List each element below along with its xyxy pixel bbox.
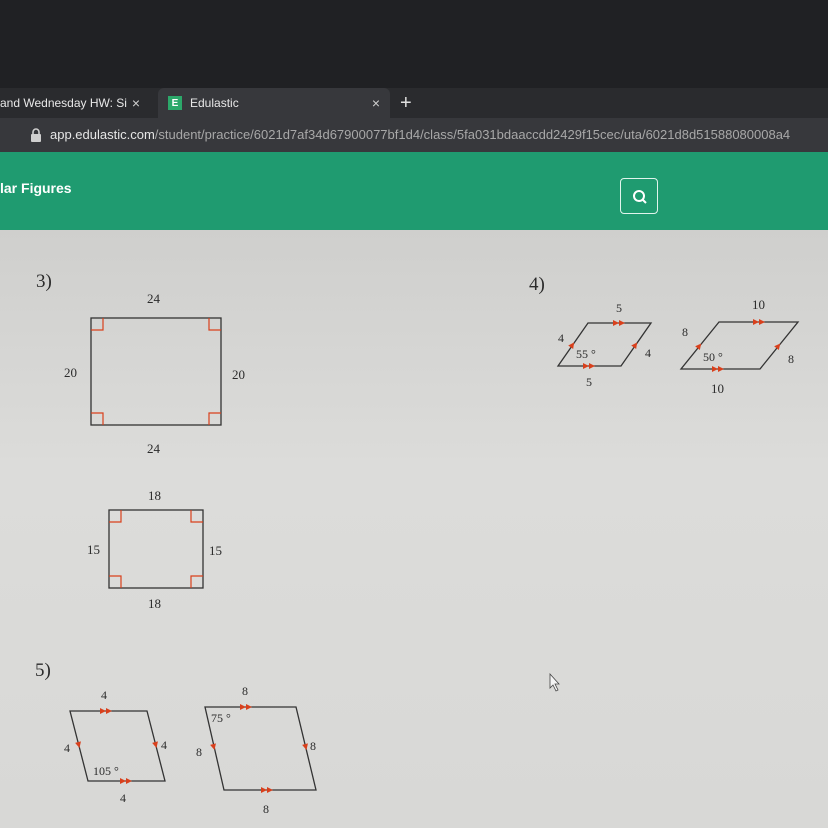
rectangle-small	[109, 510, 203, 588]
para4b-bottom-label: 10	[711, 381, 724, 396]
para4b-top-label: 10	[752, 297, 765, 312]
para5a-left-label: 4	[64, 741, 70, 755]
para5a-angle-label: 105 °	[93, 764, 119, 778]
edulastic-logo-icon: E	[168, 96, 182, 110]
rect2-left-label: 15	[87, 542, 100, 557]
rect1-right-label: 20	[232, 367, 245, 382]
para4a-top-label: 5	[616, 301, 622, 315]
close-icon[interactable]: ×	[131, 95, 140, 111]
tab-edulastic-label: Edulastic	[190, 96, 239, 110]
new-tab-button[interactable]: +	[400, 92, 412, 114]
parallelogram-4b	[681, 319, 798, 372]
para5b-right-label: 8	[310, 739, 316, 753]
rect1-top-label: 24	[147, 291, 160, 306]
tab-homework-label: and Wednesday HW: Si	[0, 96, 127, 110]
para4a-left-label: 4	[558, 331, 564, 345]
parallelogram-4a	[558, 320, 651, 369]
para5a-right-label: 4	[161, 738, 167, 752]
close-icon[interactable]: ×	[371, 95, 380, 111]
rect2-top-label: 18	[148, 488, 161, 503]
para5b-angle-label: 75 °	[211, 711, 231, 725]
url-host: app.edulastic.com	[50, 127, 155, 142]
rect1-left-label: 20	[64, 365, 77, 380]
para5a-top-label: 4	[101, 688, 107, 702]
url-path: /student/practice/6021d7af34d67900077bf1d4/class/5fa031bdaaccdd2429f15cec/uta/6021d8d51588080008a4	[154, 127, 791, 142]
rectangle-large	[91, 318, 221, 425]
para4a-angle-label: 55 °	[576, 347, 596, 361]
para5b-top-label: 8	[242, 684, 248, 698]
rect1-bottom-label: 24	[147, 441, 160, 456]
para4b-right-label: 8	[788, 352, 794, 366]
problem-5-number: 5)	[35, 660, 51, 681]
problem-4-number: 4)	[529, 274, 545, 295]
cursor-icon	[550, 674, 559, 691]
rect2-right-label: 15	[209, 543, 222, 558]
para4a-bottom-label: 5	[586, 375, 592, 389]
rect2-bottom-label: 18	[148, 596, 161, 611]
para4a-right-label: 4	[645, 346, 651, 360]
para4b-angle-label: 50 °	[703, 350, 723, 364]
problem-3-number: 3)	[36, 271, 52, 292]
para5b-bottom-label: 8	[263, 802, 269, 816]
assignment-title: lar Figures	[0, 180, 72, 196]
para5b-left-label: 8	[196, 745, 202, 759]
para4b-left-label: 8	[682, 325, 688, 339]
para5a-bottom-label: 4	[120, 791, 126, 805]
